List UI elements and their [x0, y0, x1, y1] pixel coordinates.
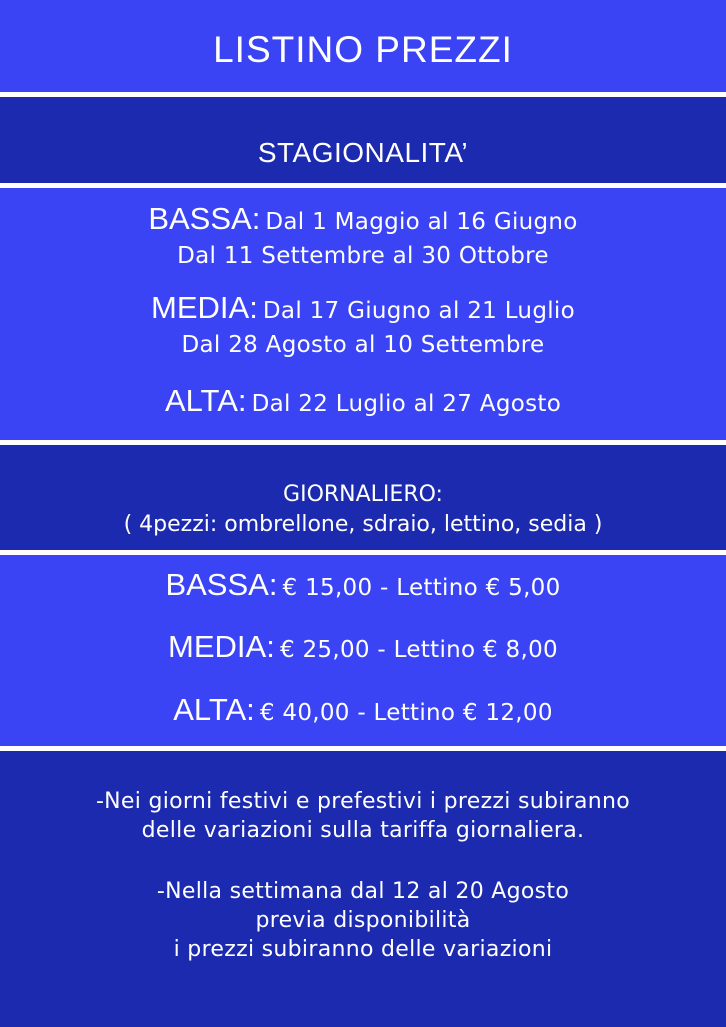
season-high — [0, 384, 726, 423]
season-mid-range-2: Dal 28 Agosto al 10 Settembre — [181, 332, 545, 358]
note-holidays — [0, 787, 726, 845]
price-mid-label: MEDIA: — [168, 629, 275, 664]
season-low — [0, 202, 726, 271]
season-low-label: BASSA: — [148, 201, 261, 236]
season-mid-range-1: Dal 17 Giugno al 21 Luglio — [262, 298, 575, 324]
season-mid — [0, 291, 726, 360]
note-august-line-3: i prezzi subiranno delle variazioni — [173, 937, 553, 962]
season-low-range-2: Dal 11 Settembre al 30 Ottobre — [177, 243, 549, 269]
note-august-week — [0, 877, 726, 964]
price-high-text: € 40,00 - Lettino € 12,00 — [259, 700, 553, 726]
title-band — [0, 0, 726, 92]
note-holidays-line-2: delle variazioni sulla tariffa giornaliera. — [141, 818, 585, 843]
seasonality-header-band — [0, 97, 726, 183]
season-low-range-1: Dal 1 Maggio al 16 Giugno — [265, 209, 578, 235]
price-high — [0, 690, 726, 735]
price-mid — [0, 627, 726, 672]
price-mid-text: € 25,00 - Lettino € 8,00 — [279, 637, 558, 663]
prices-band — [0, 555, 726, 746]
note-holidays-line-1: -Nei giorni festivi e prefestivi i prezzi subiranno — [95, 789, 631, 814]
season-high-range-1: Dal 22 Luglio al 27 Agosto — [251, 391, 562, 417]
seasonality-heading: STAGIONALITA’ — [257, 137, 469, 168]
note-august-line-1: -Nella settimana dal 12 al 20 Agosto — [156, 879, 570, 904]
season-high-label: ALTA: — [164, 383, 247, 418]
daily-heading: GIORNALIERO: — [283, 482, 443, 507]
season-mid-label: MEDIA: — [151, 290, 258, 325]
daily-subheading: ( 4pezzi: ombrellone, sdraio, lettino, sedia ) — [123, 512, 603, 537]
price-low-text: € 15,00 - Lettino € 5,00 — [282, 575, 561, 601]
price-low-label: BASSA: — [165, 567, 278, 602]
note-august-line-2: previa disponibilità — [255, 908, 471, 933]
price-high-label: ALTA: — [173, 692, 255, 727]
daily-header-band — [0, 445, 726, 550]
page-title: LISTINO PREZZI — [213, 29, 513, 70]
notes-band — [0, 751, 726, 1027]
seasonality-band — [0, 188, 726, 440]
price-low — [0, 565, 726, 610]
